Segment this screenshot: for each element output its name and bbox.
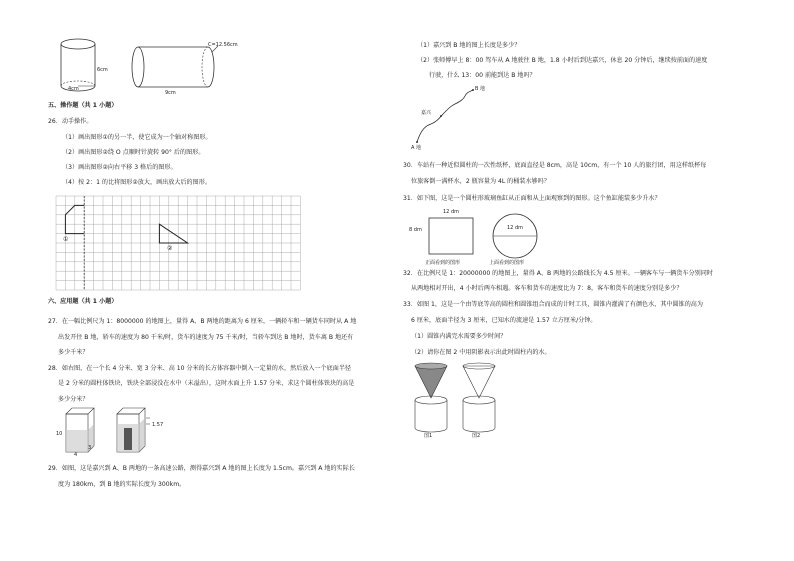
q31-text: 31．如下图，这是一个圆柱形玻璃鱼缸从正面和从上面观察到的图形。这个鱼缸能装多少升水？: [403, 195, 661, 202]
q32-line-1: 32．在比例尺是 1：20000000 的地图上，量得 A、B 两地的公路线长为 4.5 厘米。一辆客车与一辆货车分别同时: [403, 270, 713, 277]
grid-paper: [56, 196, 302, 290]
tank-top-label: 上面看到的图形: [489, 260, 525, 266]
q30-line-1: 30．车站有一种近似圆柱的一次性纸杯，底面直径是 8cm，高是 10cm，有一个 10 人的旅行团，用这样纸杯每: [403, 162, 707, 169]
tank-height-label: 8 dm: [409, 227, 422, 233]
q28-line-3: 多少分米？: [58, 396, 89, 403]
q33-line-1: 33．如图 1，这是一个由等底等高的圆柱和圆锥组合而成的计时工具，圆锥内灌满了有颜色水，其中圆锥的高为: [403, 301, 703, 308]
section-5-title: 五、操作题（共 1 小题）: [48, 102, 118, 109]
shape-1-label: ①: [63, 236, 69, 243]
q33-line-3: （1）圆锥内满完水需要多少时间？: [411, 333, 507, 340]
box-container-figure: [62, 406, 172, 456]
q27-line-3: 多少千米？: [58, 349, 89, 356]
q26-item-1: （1）画出图形①的另一半，使它成为一个轴对称图形。: [62, 134, 212, 141]
q27-line-2: 出发开往 B 地，轿车的速度为 80 千米/时，货车的速度为 75 千米/时，当轿车到达 B 地时，货车离 B 地还有: [58, 334, 354, 341]
map-jiaxing-label: 嘉兴: [421, 110, 432, 116]
tank-front-label: 正面看到的图形: [425, 260, 461, 266]
q27-line-1: 27．在一幅比例尺为 1：8000000 的地图上，量得 A、B 两地的距离为 6 厘米，一辆轿车和一辆货车同时从 A 地: [48, 318, 357, 325]
tank-diameter-label: 12 dm: [507, 225, 523, 231]
q28-line-2: 是 2 分米的圆柱体铁块，铁块全部浸没在水中（未溢出），这时水面上升 1.57 分米，求这个圆柱体铁块的高是: [58, 380, 355, 387]
q28-line-1: 28．如右图，在一个长 4 分米、宽 3 分米、高 10 分米的长方体容器中倒入一定量的水，然后放入一个底面半径: [48, 365, 352, 372]
q32-line-2: 从两地相对开出，4 小时后两车相遇。客车和货车的速度比为 7：8，客车和货车的速度分别是多少？: [411, 285, 683, 292]
box-height-label: 10: [56, 431, 63, 437]
tank-width-label: 12 dm: [443, 209, 459, 215]
shape-2-label: ②: [167, 245, 173, 252]
map-a-label: A 地: [411, 145, 422, 151]
q33-line-4: （2）请你在图 2 中用阴影表示出此时圆柱内的水。: [411, 349, 551, 356]
fig2-label: 图2: [472, 433, 481, 439]
fig1-label: 图1: [424, 433, 433, 439]
q26-item-3: （3）画出图形②向右平移 3 格后的图形。: [62, 164, 177, 171]
q29-sub-1: （1）嘉兴到 B 地的图上长度是多少？: [417, 42, 521, 49]
right-column: [397, 0, 794, 561]
cyl-circ-label: C=12.56cm: [208, 42, 238, 48]
timer-figures: [411, 362, 521, 442]
tank-views: [425, 212, 545, 262]
q29-line-2: 度为 180km，到 B 地的实际长度为 300km。: [58, 481, 186, 488]
box-depth-label: 3: [88, 445, 92, 451]
cyl-length-label: 9cm: [165, 90, 176, 96]
q29-sub-3: 行驶，什么 13：00 前能到达 B 地吗？: [429, 72, 536, 79]
box-width-label: 4: [74, 452, 78, 458]
box-rise-label: 1.57: [152, 422, 164, 428]
section-6-title: 六、应用题（共 1 小题）: [48, 298, 118, 305]
q30-line-2: 位旅客倒一满杯水，2 瓶容量为 4L 的桶装水够吗？: [411, 178, 550, 185]
q33-line-2: 6 厘米，底面半径为 3 厘米，已知水的流速是 1.57 立方厘米/分钟。: [411, 317, 597, 324]
q26-item-4: （4）按 2：1 的比将图形②放大，画出放大后的图形。: [62, 179, 211, 186]
q26-item-2: （2）画出图形②绕 O 点顺时针旋转 90° 后的图形。: [62, 149, 205, 156]
cyl-diameter-label: 4cm: [68, 86, 79, 92]
route-map: [411, 86, 491, 152]
cyl-height-label: 6cm: [97, 67, 108, 73]
q26-title: 26．动手操作。: [48, 118, 93, 125]
q29-sub-2: （2）张师傅早上 8：00 驾车从 A 地驶往 B 地，1.8 小时后到达嘉兴，休息 20 分钟后，继续按前面的速度: [417, 57, 708, 64]
map-b-label: B 地: [475, 86, 486, 92]
q29-line-1: 29．如图，这是嘉兴到 A、B 两地的一条高速公路，测得嘉兴到 A 地的图上长度为 1.5cm。嘉兴到 A 地的实际长: [48, 465, 355, 472]
